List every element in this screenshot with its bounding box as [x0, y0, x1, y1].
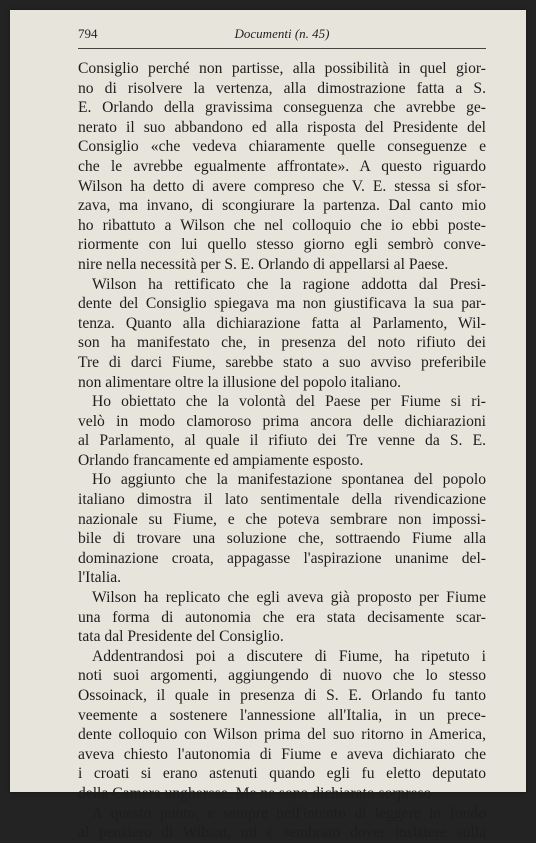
text-line: nazionale su Fiume, e che poteva sembrare non impossi-	[78, 510, 486, 528]
text-line: tata dal Presidente del Consiglio.	[78, 628, 284, 646]
text-line: Ossoinack, il quale in presenza di S. E. Orlando fu tanto	[78, 687, 486, 704]
text-line: veemente a sostenere l'annessione all'Italia, in un prece-	[78, 706, 486, 724]
book-page	[10, 10, 526, 842]
paragraph	[78, 275, 486, 393]
text-line: bile di trovare una soluzione che, sottraendo Fiume alla	[78, 530, 486, 548]
text-line: al Parlamento, al quale il rifiuto dei Tre venne da S. E.	[78, 432, 486, 450]
text-line: della Camera ungherese. Me ne sono dichiarato sorpreso.	[78, 784, 436, 802]
text-line: no di risolvere la vertenza, alla dimostrazione fatta a S.	[78, 79, 486, 97]
text-line: tenza. Quanto alla dichiarazione fatta al Parlamento, Wil-	[78, 314, 486, 332]
text-line: i croati si erano astenuti quando egli fu eletto deputato	[78, 765, 486, 783]
text-line: Wilson ha replicato che egli aveva già proposto per Fiume	[92, 589, 486, 607]
text-line: non alimentare oltre la illusione del popolo italiano.	[78, 373, 402, 391]
text-line: Ho aggiunto che la manifestazione spontanea del popolo	[92, 471, 486, 489]
text-line: ho ribattuto a Wilson che nel colloquio che io ebbi poste-	[78, 216, 486, 234]
text-line: nerato il suo abbandono ed alla risposta del Presidente del	[78, 118, 486, 136]
text-line: italiano dimostra il lato sentimentale della rivendicazione	[78, 491, 486, 509]
text-line: Addentrandosi poi a discutere di Fiume, ha ripetuto i	[92, 647, 486, 665]
paragraph	[78, 59, 486, 275]
text-line: Tre di darci Fiume, sarebbe stato a suo avviso preferibile	[78, 353, 486, 371]
running-title: Documenti (n. 45)	[234, 26, 330, 41]
text-line: Orlando francamente ed ampiamente esposto.	[78, 451, 364, 469]
text-line: Wilson ha detto di avere compreso che V. E. stessa si sfor-	[78, 177, 486, 195]
text-line: Consiglio «che vedeva chiaramente quelle conseguenze e	[78, 138, 486, 156]
text-line: Wilson ha rettificato che la ragione addotta dal Presi-	[92, 275, 486, 293]
paragraph	[78, 392, 486, 470]
paragraph	[78, 804, 486, 843]
text-line: dente del Consiglio spiegava ma non giustificava la sua par-	[78, 295, 486, 313]
page-number: 794	[78, 26, 98, 41]
text-line: Ho obiettato che la volontà del Paese per Fiume si ri-	[92, 393, 486, 411]
text-line: aveva chiesto l'autonomia di Fiume e aveva dichiarato che	[78, 745, 486, 763]
text-line: riormente con lui quello stesso giorno egli sembrò conve-	[78, 236, 486, 254]
text-line: l'Italia.	[78, 569, 122, 587]
text-line: dente colloquio con Wilson prima del suo ritorno in America,	[78, 726, 486, 744]
running-head	[78, 26, 486, 46]
text-line: al pensiero di Wilson, mi è sembrato dover insistere sulla	[78, 824, 486, 842]
text-line: Consiglio perché non partisse, alla possibilità in quel gior-	[78, 60, 486, 77]
text-line: zava, ma invano, di scongiurare la partenza. Dal canto mio	[78, 197, 486, 215]
paragraph	[78, 647, 486, 804]
text-line: A questo punto, e sempre nell'intento di leggere in fondo	[92, 804, 486, 822]
paragraph	[78, 470, 486, 588]
body-text	[78, 59, 486, 843]
text-line: una forma di autonomia che era stata decisamente scar-	[78, 608, 486, 626]
text-line: noti suoi argomenti, aggiungendo di nuovo che lo stesso	[78, 667, 486, 685]
text-line: dominazione croata, appagasse l'aspirazione unanime del-	[78, 549, 486, 567]
text-line: son ha manifestato che, in presenza del noto rifiuto dei	[78, 334, 486, 352]
text-line: velò in modo clamoroso prima ancora delle dichiarazioni	[78, 412, 486, 430]
header-rule	[78, 48, 486, 49]
text-line: che le avrebbe egualmente affrontate». A questo riguardo	[78, 157, 486, 175]
text-line: E. Orlando della gravissima conseguenza che avrebbe ge-	[78, 99, 486, 117]
text-line: nire nella necessità per S. E. Orlando di appellarsi al Paese.	[78, 255, 449, 273]
paragraph	[78, 588, 486, 647]
